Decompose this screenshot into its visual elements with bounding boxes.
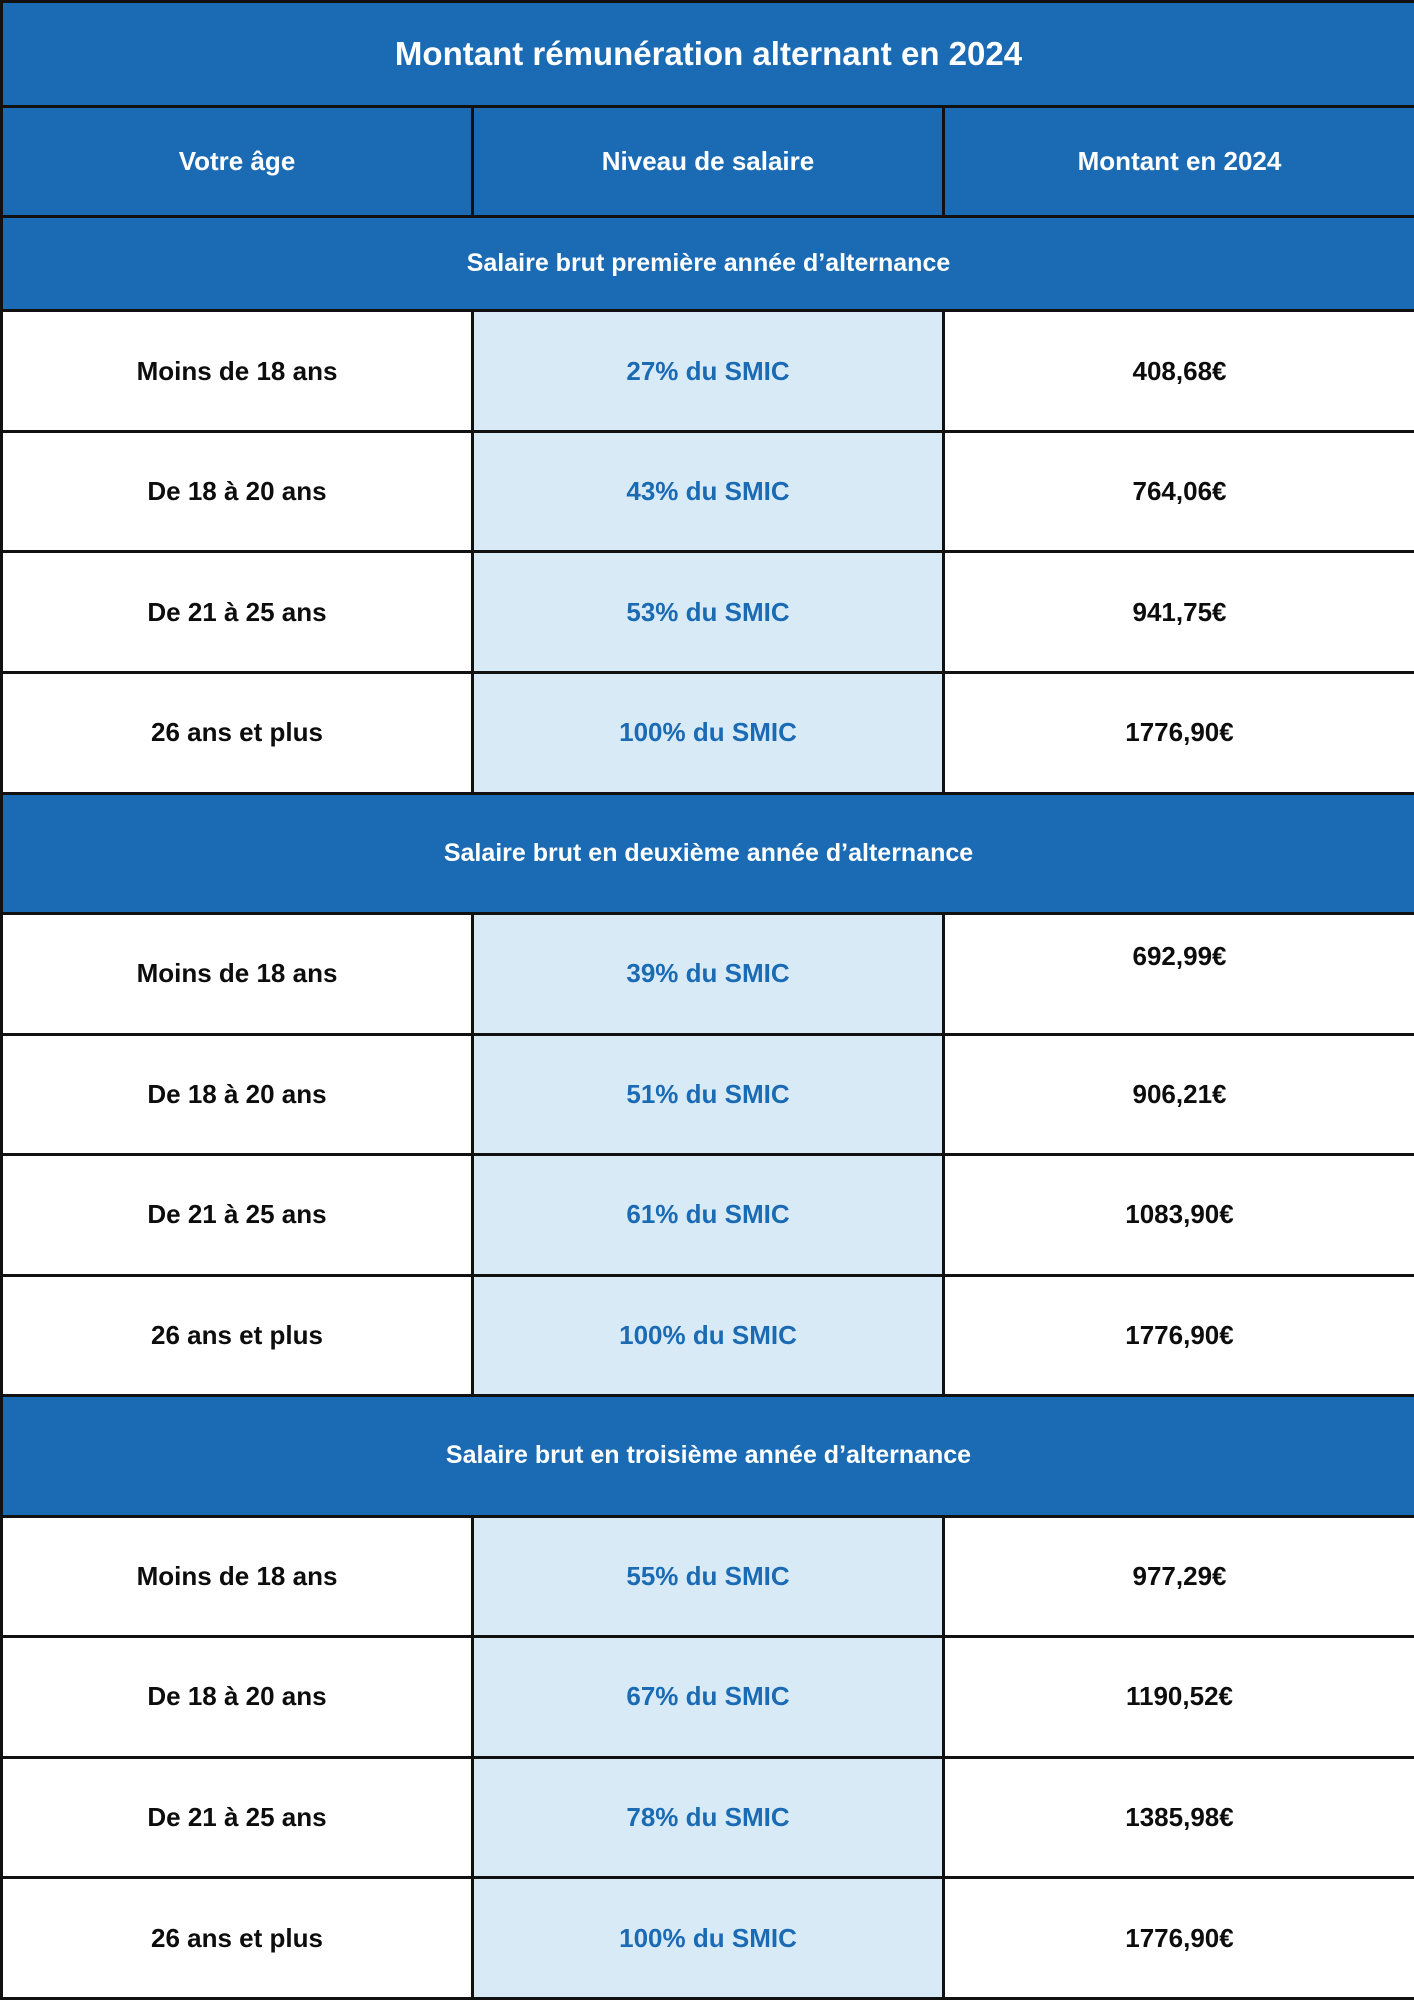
- section-title: Salaire brut en troisième année d’alternance: [2, 1396, 1414, 1517]
- title-row: [2, 2, 1414, 107]
- age-cell: De 21 à 25 ans: [2, 1155, 473, 1276]
- level-cell: 51% du SMIC: [473, 1034, 944, 1155]
- amount-cell: 692,99€: [944, 914, 1414, 1035]
- age-cell: De 21 à 25 ans: [2, 552, 473, 673]
- age-cell: De 18 à 20 ans: [2, 431, 473, 552]
- age-cell: 26 ans et plus: [2, 672, 473, 793]
- section-title: Salaire brut première année d’alternance: [2, 216, 1414, 310]
- level-cell: 53% du SMIC: [473, 552, 944, 673]
- section-title: Salaire brut en deuxième année d’alternance: [2, 793, 1414, 914]
- amount-cell: 1083,90€: [944, 1155, 1414, 1276]
- header-amount: Montant en 2024: [944, 107, 1414, 216]
- amount-cell: 906,21€: [944, 1034, 1414, 1155]
- age-cell: Moins de 18 ans: [2, 311, 473, 432]
- table-row: [2, 1034, 1414, 1155]
- amount-cell: 1776,90€: [944, 672, 1414, 793]
- age-cell: Moins de 18 ans: [2, 914, 473, 1035]
- level-cell: 43% du SMIC: [473, 431, 944, 552]
- amount-cell: 1190,52€: [944, 1637, 1414, 1758]
- table-row: [2, 311, 1414, 432]
- level-cell: 67% du SMIC: [473, 1637, 944, 1758]
- table-row: [2, 1878, 1414, 1999]
- amount-cell: 1385,98€: [944, 1757, 1414, 1878]
- amount-cell: 764,06€: [944, 431, 1414, 552]
- table-row: [2, 1516, 1414, 1637]
- amount-cell: 977,29€: [944, 1516, 1414, 1637]
- table-row: [2, 1637, 1414, 1758]
- level-cell: 55% du SMIC: [473, 1516, 944, 1637]
- table-row: [2, 1155, 1414, 1276]
- header-row: [2, 107, 1414, 216]
- table-row: [2, 552, 1414, 673]
- section-row-year-3: [2, 1396, 1414, 1517]
- table-row: [2, 1757, 1414, 1878]
- level-cell: 100% du SMIC: [473, 1275, 944, 1396]
- age-cell: 26 ans et plus: [2, 1275, 473, 1396]
- age-cell: De 18 à 20 ans: [2, 1034, 473, 1155]
- table-row: [2, 672, 1414, 793]
- age-cell: De 21 à 25 ans: [2, 1757, 473, 1878]
- level-cell: 78% du SMIC: [473, 1757, 944, 1878]
- table-row: [2, 431, 1414, 552]
- header-age: Votre âge: [2, 107, 473, 216]
- section-row-year-2: [2, 793, 1414, 914]
- section-row-year-1: [2, 216, 1414, 310]
- amount-cell: 408,68€: [944, 311, 1414, 432]
- amount-cell: 1776,90€: [944, 1878, 1414, 1999]
- amount-cell: 1776,90€: [944, 1275, 1414, 1396]
- header-level: Niveau de salaire: [473, 107, 944, 216]
- table-row: [2, 1275, 1414, 1396]
- table-title: Montant rémunération alternant en 2024: [2, 2, 1414, 107]
- amount-cell: 941,75€: [944, 552, 1414, 673]
- level-cell: 27% du SMIC: [473, 311, 944, 432]
- level-cell: 100% du SMIC: [473, 672, 944, 793]
- age-cell: De 18 à 20 ans: [2, 1637, 473, 1758]
- age-cell: Moins de 18 ans: [2, 1516, 473, 1637]
- level-cell: 100% du SMIC: [473, 1878, 944, 1999]
- level-cell: 61% du SMIC: [473, 1155, 944, 1276]
- age-cell: 26 ans et plus: [2, 1878, 473, 1999]
- level-cell: 39% du SMIC: [473, 914, 944, 1035]
- table-row: [2, 914, 1414, 1035]
